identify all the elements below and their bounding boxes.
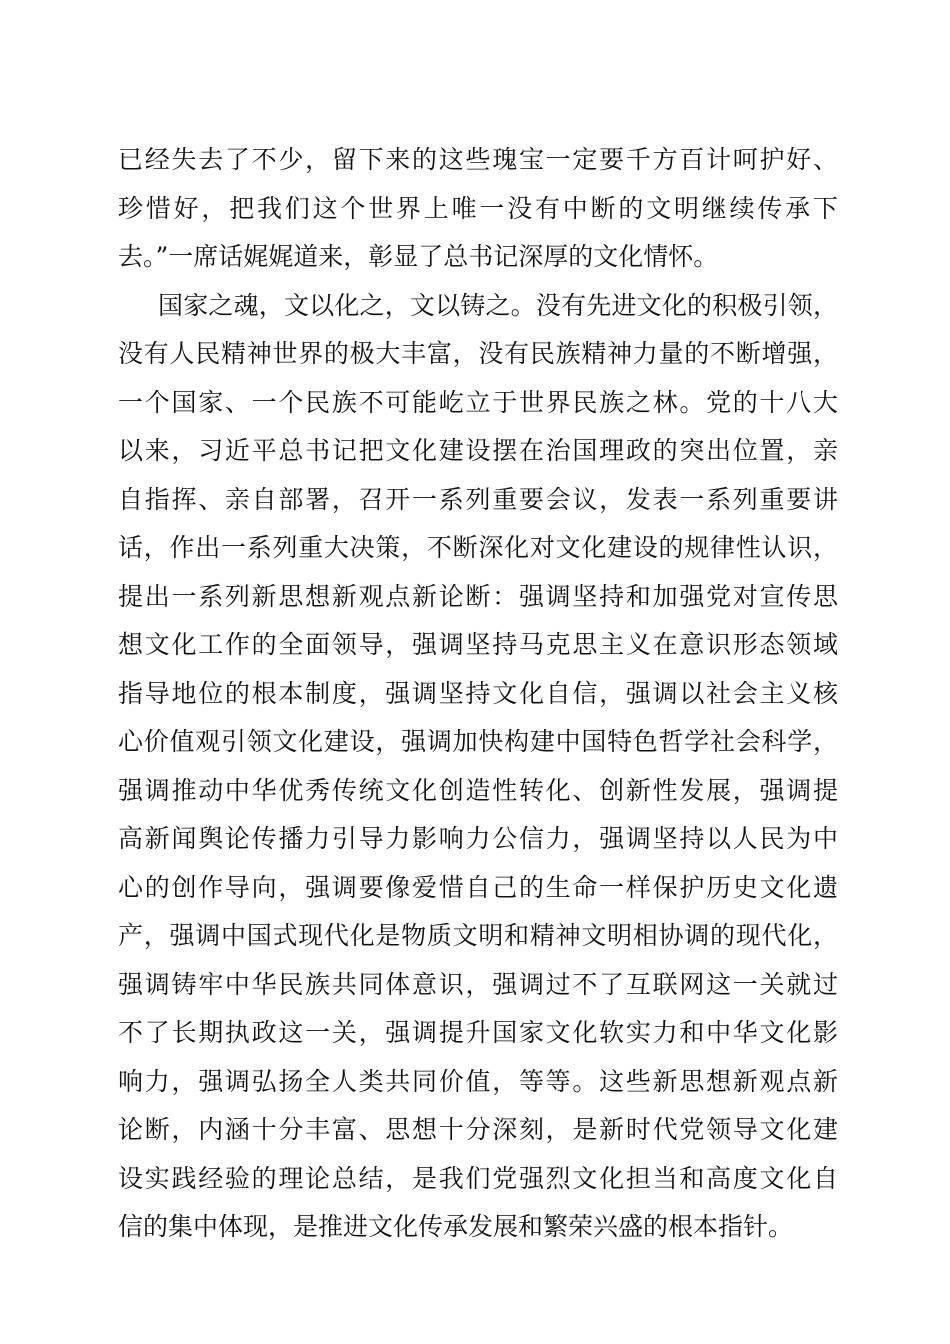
text-line: 产，强调中国式现代化是物质文明和精神文明相协调的现代化，	[118, 921, 838, 950]
text-line: 一个国家、一个民族不可能屹立于世界民族之林。党的十八大	[118, 387, 838, 417]
text-line: 想文化工作的全面领导，强调坚持马克思主义在意识形态领域	[118, 630, 838, 659]
text-line: 不了长期执政这一关，强调提升国家文化软实力和中华文化影	[118, 1018, 838, 1047]
text-line: 心的创作导向，强调要像爱惜自己的生命一样保护历史文化遗	[118, 872, 838, 902]
text-line: 已经失去了不少，留下来的这些瑰宝一定要千方百计呵护好、	[118, 145, 838, 174]
text-line: 国家之魂，文以化之，文以铸之。没有先进文化的积极引领，	[158, 290, 838, 320]
text-line: 强调推动中华优秀传统文化创造性转化、创新性发展，强调提	[118, 775, 838, 805]
body-text	[118, 136, 838, 1252]
paragraph-1	[118, 136, 838, 282]
text-line: 没有人民精神世界的极大丰富，没有民族精神力量的不断增强，	[118, 339, 838, 368]
text-line: 自指挥、亲自部署，召开一系列重要会议，发表一系列重要讲	[118, 484, 838, 514]
text-line: 话，作出一系列重大决策，不断深化对文化建设的规律性认识，	[118, 533, 838, 562]
paragraph-2	[118, 282, 838, 1252]
text-line: 以来，习近平总书记把文化建设摆在治国理政的突出位置，亲	[118, 436, 838, 465]
text-line: 去。”一席话娓娓道来，彰显了总书记深厚的文化情怀。	[118, 242, 719, 271]
text-line: 心价值观引领文化建设，强调加快构建中国特色哲学社会科学，	[118, 727, 838, 756]
text-line: 论断，内涵十分丰富、思想十分深刻，是新时代党领导文化建	[118, 1115, 838, 1144]
text-line: 珍惜好，把我们这个世界上唯一没有中断的文明继续传承下	[118, 193, 838, 223]
text-line: 设实践经验的理论总结，是我们党强烈文化担当和高度文化自	[118, 1163, 838, 1193]
text-line: 响力，强调弘扬全人类共同价值，等等。这些新思想新观点新	[118, 1066, 838, 1096]
text-line: 高新闻舆论传播力引导力影响力公信力，强调坚持以人民为中	[118, 824, 838, 853]
text-line: 强调铸牢中华民族共同体意识，强调过不了互联网这一关就过	[118, 969, 838, 999]
text-line: 提出一系列新思想新观点新论断：强调坚持和加强党对宣传思	[118, 581, 838, 611]
text-line: 信的集中体现，是推进文化传承发展和繁荣兴盛的根本指针。	[118, 1212, 794, 1241]
text-line: 指导地位的根本制度，强调坚持文化自信，强调以社会主义核	[118, 678, 838, 708]
